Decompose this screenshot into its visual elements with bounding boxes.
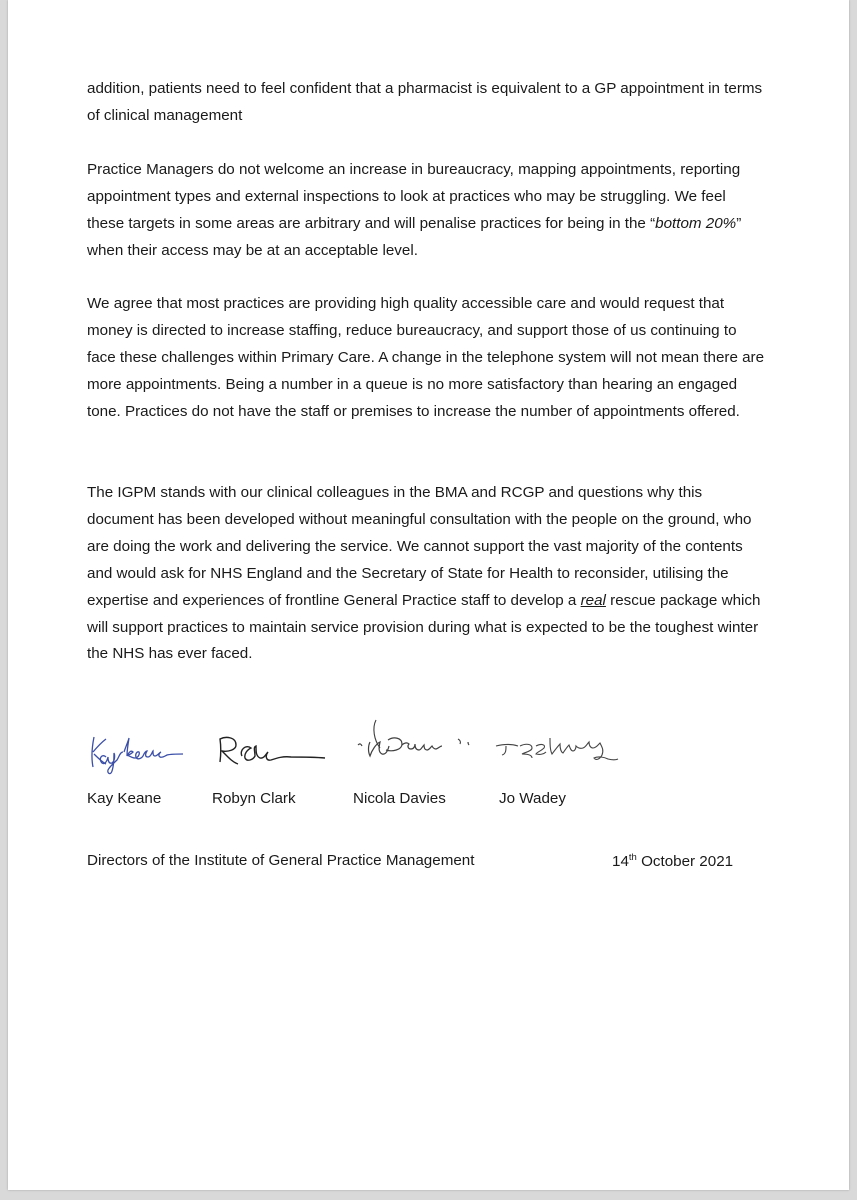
name-nicola-davies: Nicola Davies — [353, 790, 446, 807]
name-jo-wadey: Jo Wadey — [499, 790, 566, 807]
date-suffix: th — [628, 852, 637, 863]
date-day: 14 — [612, 853, 629, 870]
paragraph-1: addition, patients need to feel confident that a pharmacist is equivalent to a GP appointment in terms of clinical management — [87, 80, 763, 124]
letter-date — [612, 852, 733, 870]
name-robyn-clark: Robyn Clark — [212, 790, 296, 807]
signatures-row — [84, 712, 644, 782]
paragraph-3: We agree that most practices are providing high quality accessible care and would request that money is directed to increase staffing, reduce bureaucracy, and support those of us continuing to face these challenges within Primary Care. A change in the telephone system will not mean there are more appointments. Being a number in a queue is no more satisfactory than hearing an engaged tone. Practices do not have the staff or premises to increase the number of appointments offered. — [87, 295, 765, 420]
name-kay-keane: Kay Keane — [87, 790, 162, 807]
paragraph-2-end: ” when their access may be at an acceptable level. — [87, 214, 742, 259]
paragraph-4-start: The IGPM stands with our clinical colleagues in the BMA and RCGP and questions why this document has been developed without meaningful consultation with the people on the ground, who are doing the work and delivering the service. We cannot support the vast majority of the contents and would ask for NHS England and the Secretary of State for Health to reconsider, utilising the expertise and experiences of frontline General Practice staff to develop a — [87, 484, 752, 609]
signature-kay-keane — [84, 712, 194, 782]
signature-jo-wadey — [490, 712, 640, 782]
signature-nicola-davies — [352, 712, 482, 782]
signature-robyn-clark — [212, 712, 332, 782]
paragraph-2 — [87, 157, 767, 265]
real-emphasis: real — [580, 591, 606, 609]
paragraph-4-end: rescue package which will support practices to maintain service provision during what is expected to be the toughest winter the NHS has ever faced. — [87, 591, 761, 663]
paragraph-4 — [87, 480, 767, 668]
document-page — [8, 0, 849, 1190]
date-month-year: October 2021 — [636, 853, 734, 870]
signatory-names — [8, 790, 849, 818]
footer-line — [8, 848, 849, 876]
organisation-line: Directors of the Institute of General Practice Management — [87, 852, 475, 869]
bottom-20-italic: bottom 20% — [655, 214, 737, 232]
paragraph-2-start: Practice Managers do not welcome an increase in bureaucracy, mapping appointments, reporting appointment types and external inspections to look at practices who may be struggling. We feel these targets in some areas are arbitrary and will penalise practices for being in the “ — [87, 161, 741, 232]
